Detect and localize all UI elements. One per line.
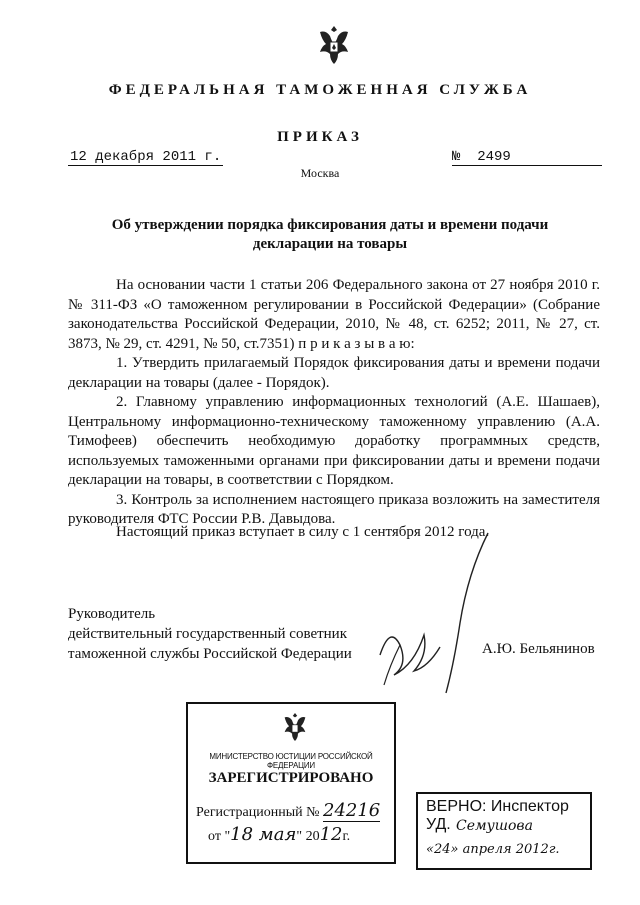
- verification-signature: Семушова: [456, 818, 533, 834]
- reg-number: 24216: [323, 800, 381, 821]
- preamble-paragraph: На основании части 1 статьи 206 Федерального закона от 27 ноября 2010 г. № 311-ФЗ «О таможенном регулировании в Российской Федерации» (Собрание законодательства Российской Федерации, 2010, № 48, ст. 6252; 2011, № 27, ст. 3873, № 29, ст. 4291, № 50, ст.7351) п р и к а з ы в а ю:: [68, 277, 600, 352]
- signatory-role: [68, 604, 352, 664]
- date-year-hw: 12: [319, 824, 343, 845]
- agency-name: ФЕДЕРАЛЬНАЯ ТАМОЖЕННАЯ СЛУЖБА: [108, 82, 532, 98]
- registration-stamp: [186, 702, 396, 864]
- order-subject: Об утверждении порядка фиксирования даты и времени подачи декларации на товары: [111, 217, 549, 252]
- date-prefix: от: [208, 829, 221, 844]
- number-label: №: [452, 149, 461, 165]
- role-line-3: таможенной службы Российской Федерации: [68, 646, 352, 662]
- stamp-title: ЗАРЕГИСТРИРОВАНО: [208, 770, 374, 786]
- verification-stamp: [416, 792, 592, 870]
- order-number: [452, 149, 602, 166]
- date-year-prefix: 20: [305, 829, 320, 844]
- order-body: [68, 276, 600, 530]
- effective-date-statement: Настоящий приказ вступает в силу с 1 сентября 2012 года.: [116, 524, 490, 540]
- stamp-date: от "18 мая" 2012г.: [208, 824, 351, 845]
- date-suffix: г.: [342, 829, 351, 844]
- order-item-3: 3. Контроль за исполнением настоящего приказа возложить на заместителя руководителя ФТС России Р.В. Давыдова.: [68, 491, 600, 527]
- verification-date: «24» апреля 2012г.: [426, 842, 560, 857]
- order-item-2: 2. Главному управлению информационных технологий (А.Е. Шашаев), Центральному информационно-техническому таможенному управлению (А.А. Тимофеев) обеспечить необходимую доработку программных средств, используемых таможенными органами при фиксировании даты и времени подачи декларации на товары, в соответствии с Порядком.: [68, 394, 600, 488]
- reg-label: Регистрационный №: [196, 805, 320, 820]
- stamp-ministry: МИНИСТЕРСТВО ЮСТИЦИИ РОССИЙСКОЙ ФЕДЕРАЦИИ: [209, 752, 373, 770]
- date-day-month: 18 мая: [230, 824, 297, 845]
- signatory-name: А.Ю. Бельянинов: [482, 641, 595, 657]
- document-type: ПРИКАЗ: [277, 129, 363, 145]
- order-item-1: 1. Утвердить прилагаемый Порядок фиксирования даты и времени подачи декларации на товары (далее - Порядок).: [68, 355, 600, 391]
- verification-heading: ВЕРНО: Инспектор УД.: [426, 798, 569, 833]
- double-headed-eagle-emblem-icon: [314, 22, 354, 68]
- role-line-2: действительный государственный советник: [68, 626, 348, 642]
- order-date: 12 декабря 2011 г.: [70, 149, 222, 165]
- number-value: 2499: [477, 149, 511, 165]
- role-line-1: Руководитель: [68, 606, 156, 622]
- handwritten-signature: [360, 525, 500, 705]
- city: Москва: [300, 166, 340, 180]
- stamp-emblem-icon: [280, 710, 310, 744]
- stamp-registration-number: [196, 800, 380, 821]
